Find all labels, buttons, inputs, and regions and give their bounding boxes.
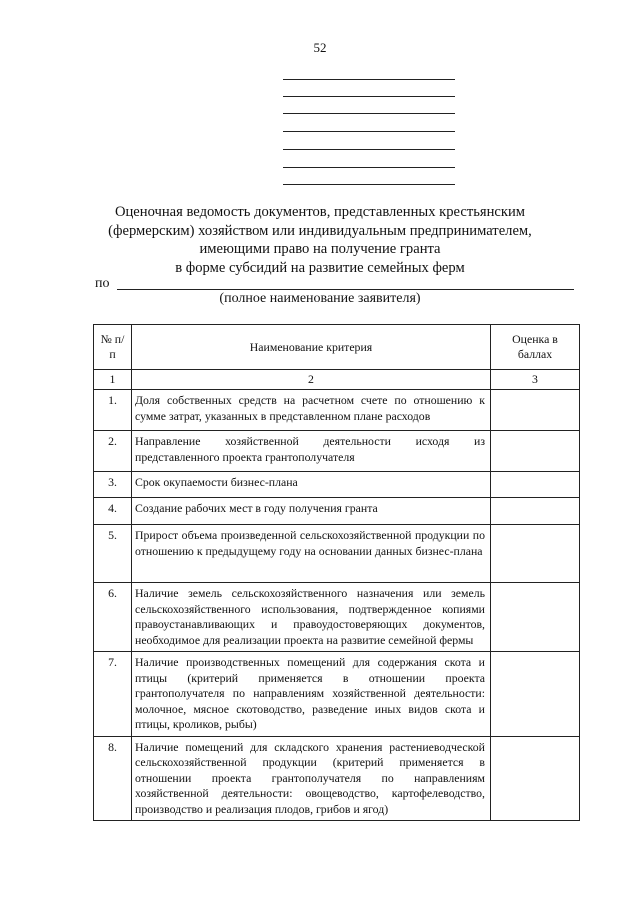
column-number-row xyxy=(94,370,580,390)
signature-blank-line xyxy=(283,96,455,97)
signature-blank-line xyxy=(283,167,455,168)
column-number: 2 xyxy=(132,370,491,390)
score-cell[interactable] xyxy=(491,525,580,583)
criterion-text: Направление хозяйственной деятельности исходя из представленного проекта грантополучателя xyxy=(132,431,491,472)
criterion-text: Наличие производственных помещений для содержания скота и птицы (критерий применяется в отношении проекта грантополучателя по направлениям хозяйственной деятельности: молочное, мясное скотоводство, разведение иных видов скота и птицы, кроликов, рыбы) xyxy=(132,652,491,737)
criterion-text: Доля собственных средств на расчетном счете по отношению к сумме затрат, указанных в представленном плане расходов xyxy=(132,390,491,431)
title-line: в форме субсидий на развитие семейных ферм xyxy=(175,259,465,276)
header-score: Оценка в баллах xyxy=(491,325,580,370)
table-row xyxy=(94,390,580,431)
signature-blank-line xyxy=(283,79,455,80)
criterion-text: Прирост объема произведенной сельскохозяйственной продукции по отношению к предыдущему году на основании данных бизнес-плана xyxy=(132,525,491,583)
score-cell[interactable] xyxy=(491,652,580,737)
table-row xyxy=(94,736,580,821)
table-row xyxy=(94,525,580,583)
criterion-text: Создание рабочих мест в году получения гранта xyxy=(132,498,491,525)
signature-blank-line xyxy=(283,184,455,185)
page-number: 52 xyxy=(313,40,327,55)
score-cell[interactable] xyxy=(491,390,580,431)
applicant-name-field[interactable] xyxy=(117,289,574,290)
row-number: 4. xyxy=(94,498,132,525)
score-cell[interactable] xyxy=(491,498,580,525)
applicant-caption: (полное наименование заявителя) xyxy=(219,291,421,306)
table-row xyxy=(94,472,580,498)
row-number: 1. xyxy=(94,390,132,431)
signature-blank-line xyxy=(283,149,455,150)
row-number: 3. xyxy=(94,472,132,498)
title-line: Оценочная ведомость документов, представленных крестьянским xyxy=(114,204,526,220)
title-line: (фермерским) хозяйством или индивидуальным предпринимателем, xyxy=(108,222,532,239)
row-number: 5. xyxy=(94,525,132,583)
score-cell[interactable] xyxy=(491,736,580,821)
table-header-row xyxy=(94,325,580,370)
applicant-prefix: по xyxy=(95,276,110,291)
header-number: № п/п xyxy=(94,325,132,370)
column-number: 1 xyxy=(94,370,132,390)
title-line: имеющими право на получение гранта xyxy=(199,241,441,258)
criteria-table xyxy=(93,324,580,821)
row-number: 8. xyxy=(94,736,132,821)
table-row xyxy=(94,498,580,525)
header-criterion: Наименование критерия xyxy=(132,325,491,370)
score-cell[interactable] xyxy=(491,472,580,498)
column-number: 3 xyxy=(491,370,580,390)
score-cell[interactable] xyxy=(491,431,580,472)
criterion-text: Срок окупаемости бизнес-плана xyxy=(132,472,491,498)
score-cell[interactable] xyxy=(491,583,580,652)
row-number: 2. xyxy=(94,431,132,472)
row-number: 7. xyxy=(94,652,132,737)
criterion-text: Наличие земель сельскохозяйственного назначения или земель сельскохозяйственного использования, подтвержденное копиями правоустанавливающих и правоудостоверяющих документов, необходимое для реализации проекта на развитие семейной фермы xyxy=(132,583,491,652)
criterion-text: Наличие помещений для складского хранения растениеводческой сельскохозяйственной продукции (критерий применяется в отношении проекта грантополучателя по направлениям хозяйственной деятельности: овощеводство, картофелеводство, производство и реализация плодов, грибов и ягод) xyxy=(132,736,491,821)
signature-blank-line xyxy=(283,131,455,132)
table-row xyxy=(94,652,580,737)
table-row xyxy=(94,431,580,472)
row-number: 6. xyxy=(94,583,132,652)
document-title xyxy=(60,203,580,277)
signature-blank-line xyxy=(283,113,455,114)
table-row xyxy=(94,583,580,652)
